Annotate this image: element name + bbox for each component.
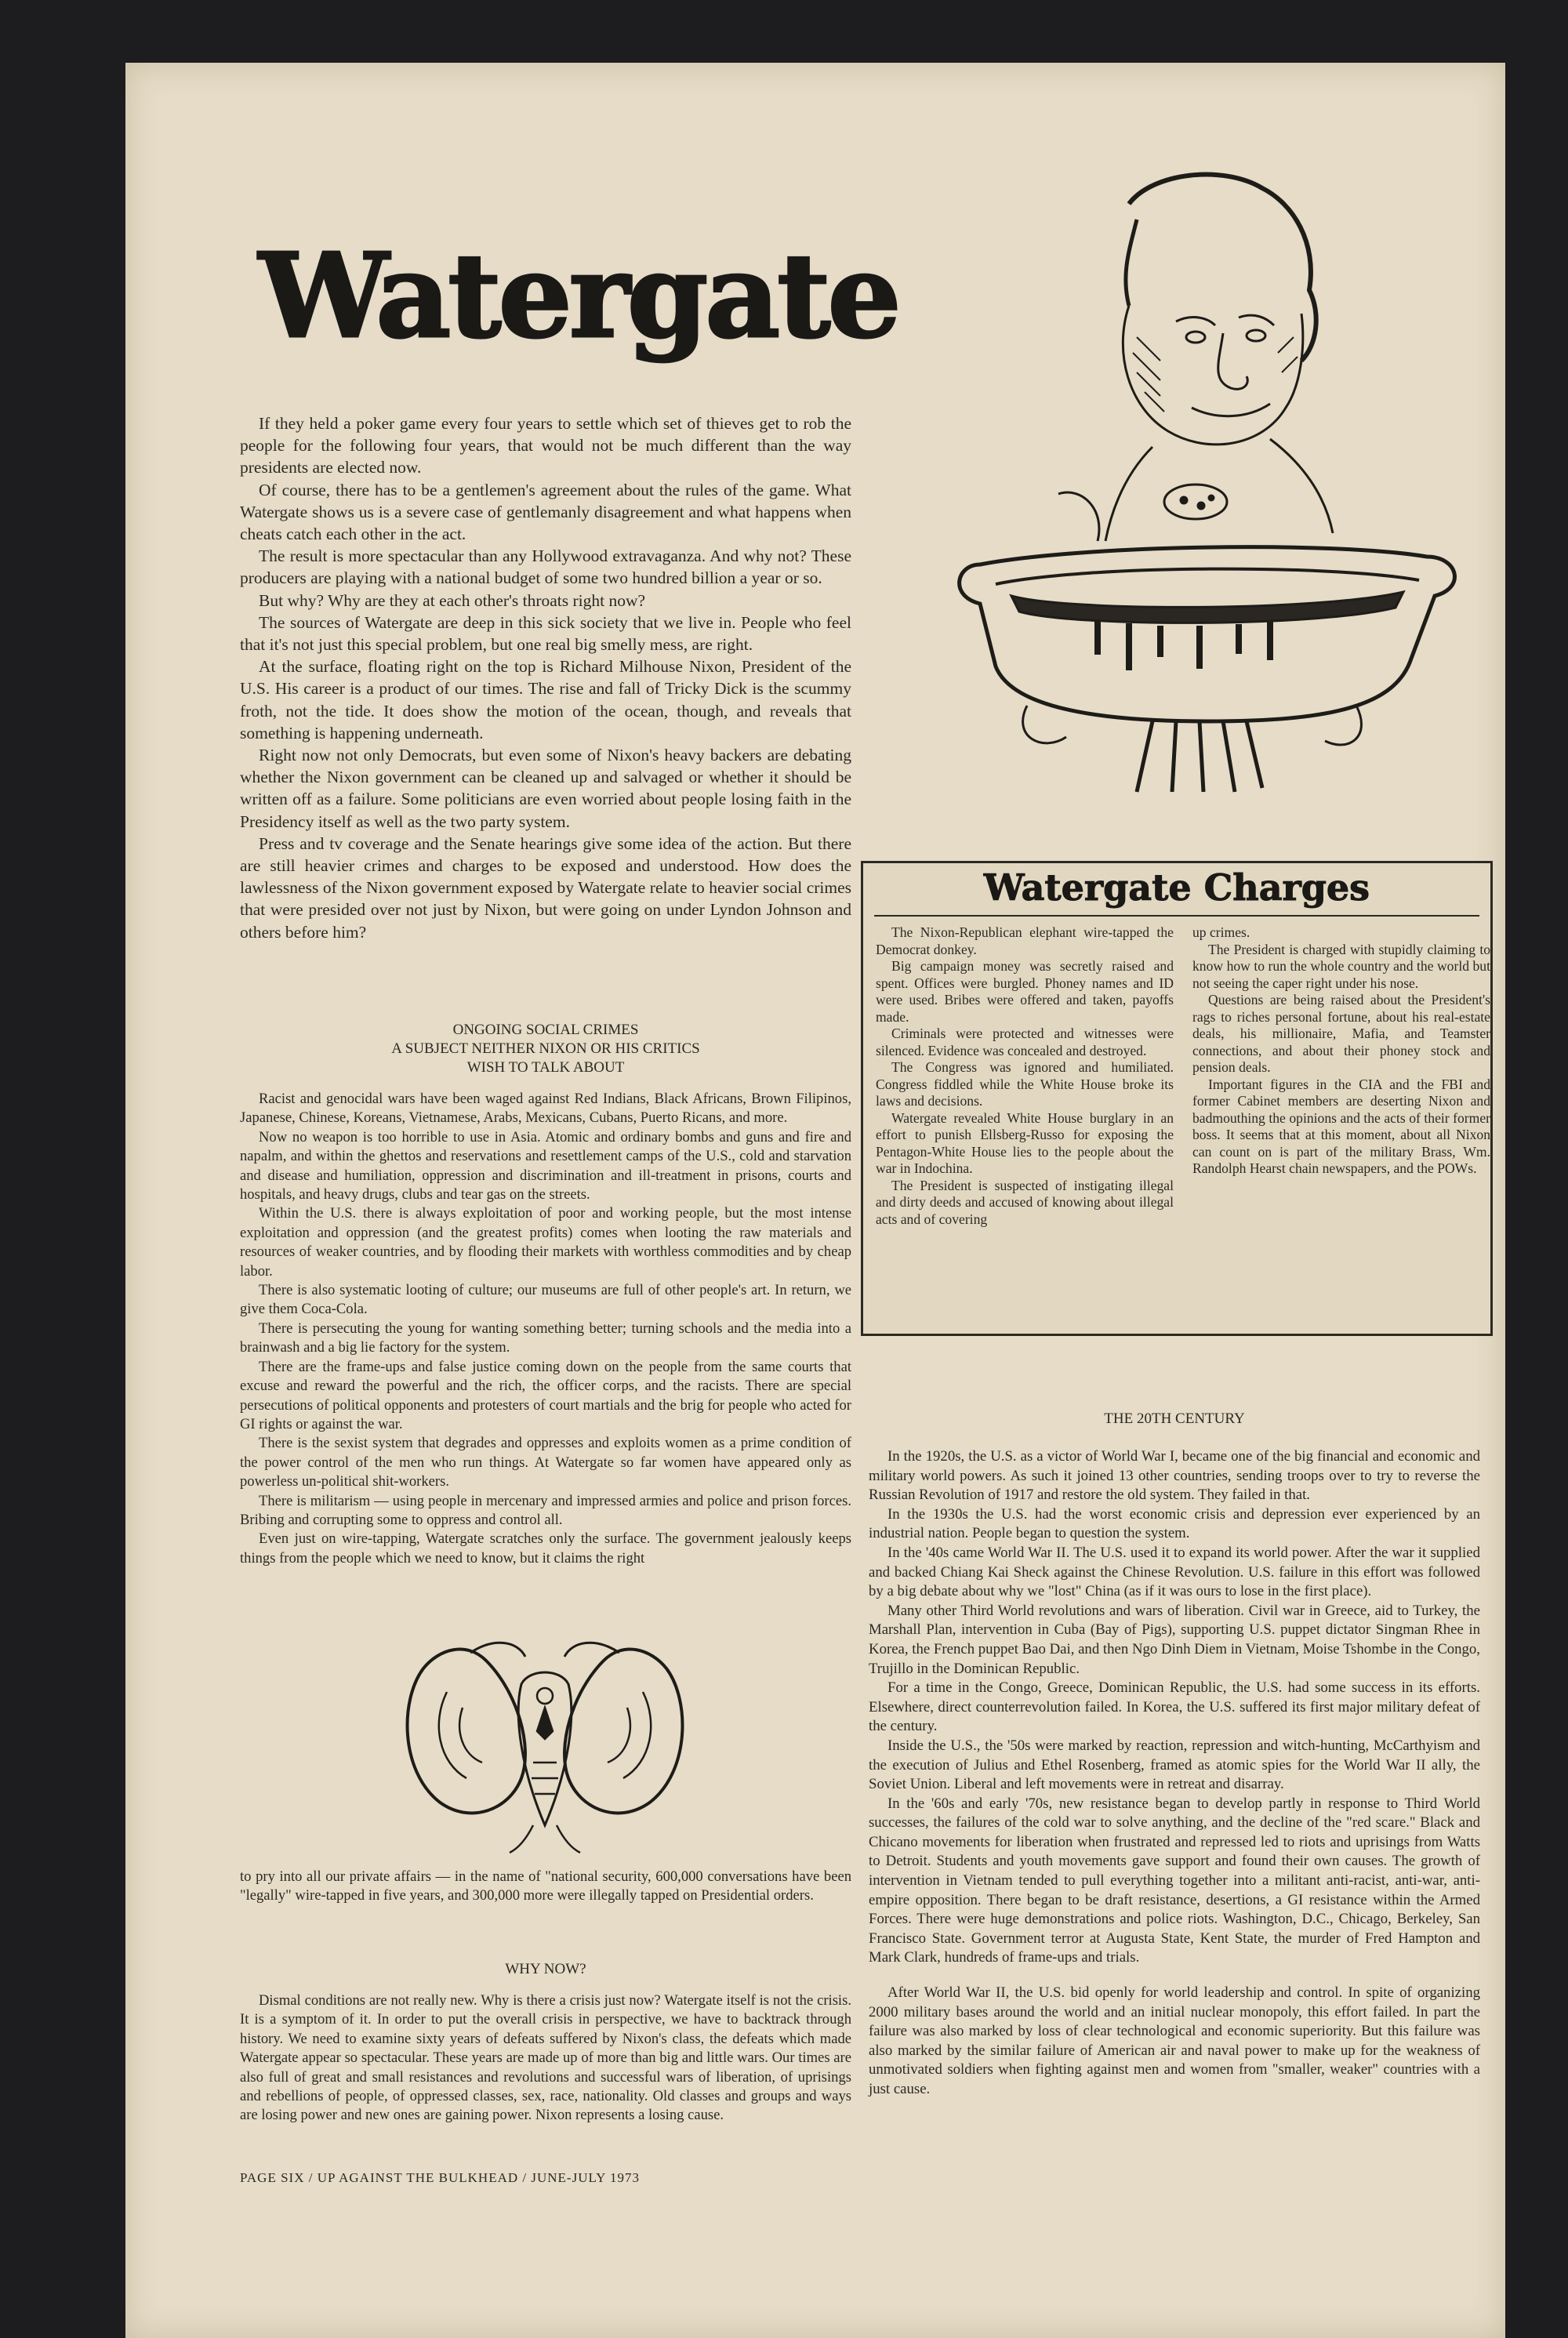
paragraph: Racist and genocidal wars have been waged against Red Indians, Black Africans, Brown Filipinos, Japanese, Chinese, Koreans, Vietnamese, Arabs, Mexicans, Cubans, Puerto Ricans, and more. bbox=[240, 1091, 851, 1127]
paragraph: Even just on wire-tapping, Watergate scratches only the surface. The government jealously keeps things from the people which we need to know, but it claims the right bbox=[240, 1530, 851, 1567]
section-why-now bbox=[240, 1949, 851, 2126]
paragraph: Criminals were protected and witnesses were silenced. Evidence was concealed and destroyed. bbox=[876, 1026, 1174, 1058]
charges-column-2 bbox=[1192, 924, 1490, 1178]
paragraph: There is the sexist system that degrades and oppresses and exploits women as a prime condition of the power control of the men who run things. At Watergate so far women have appeared only as powerless un-political shit-workers. bbox=[240, 1435, 851, 1490]
paragraph: In the 1920s, the U.S. as a victor of World War I, became one of the big financial and economic and military world powers. As such it joined 13 other countries, sending troops over to try to reverse the Russian Revolution of 1917 and restore the old system. They failed in that. bbox=[869, 1448, 1480, 1504]
paragraph: Dismal conditions are not really new. Why is there a crisis just now? Watergate itself is not the crisis. It is a symptom of it. In order to put the overall crisis in perspective, we have to backtrack through history. We need to examine sixty years of defeats suffered by Nixon's class, the defeats which made Watergate appear so spectacular. These years are made up of more than big and little wars. Our times are also full of great and small resistances and revolutions and successful wars of liberation, of uprisings and rebellions of people, of oppressed classes, sex, race, nationality. Old classes and groups and ways are losing power and new ones are gaining power. Nixon represents a losing cause. bbox=[240, 1992, 851, 2124]
section-social-crimes bbox=[240, 1010, 851, 1568]
paragraph: Right now not only Democrats, but even some of Nixon's heavy backers are debating whether the Nixon government can be cleaned up and salvaged or whether it should be written off as a failure. Some politicians are even worried about people losing faith in the Presidency itself as well as the two party system. bbox=[240, 746, 851, 831]
page-title: Watergate bbox=[259, 227, 898, 364]
article-intro bbox=[240, 412, 851, 943]
paragraph: At the surface, floating right on the top is Richard Milhouse Nixon, President of the U.S. His career is a product of our times. The rise and fall of Tricky Dick is the scummy froth, not the tide. It does show the motion of the ocean, though, and reveals that something is happening underneath. bbox=[240, 657, 851, 742]
paragraph: After World War II, the U.S. bid openly for world leadership and control. In spite of organizing 2000 military bases around the world and an initial nuclear monopoly, this effort failed. In part the failure was also marked by loss of clear technological and economic superiority. But this failure was also marked by the similar failure of American air and naval power to make up for the weakness of unmotivated soldiers when fighting against men and women from "smaller, weaker" countries with a just cause. bbox=[869, 1984, 1480, 2097]
paragraph: The President is charged with stupidly claiming to know how to run the whole country and the world but not seeing the caper right under his nose. bbox=[1192, 941, 1490, 991]
paragraph: The President is suspected of instigating illegal and dirty deeds and accused of knowing about illegal acts and of covering bbox=[876, 1177, 1174, 1227]
paragraph: Many other Third World revolutions and wars of liberation. Civil war in Greece, aid to Turkey, the Marshall Plan, intervention in Cuba (Bay of Pigs), supporting U.S. puppet dictator Singman Rhee in Korea, the French puppet Bao Dai, and then Ngo Dinh Diem in Vietnam, Moise Tshombe in the Congo, Trujillo in the Dominican Republic. bbox=[869, 1602, 1480, 1677]
paragraph: In the '40s came World War II. The U.S. used it to expand its world power. After the war it supplied and backed Chiang Kai Sheck against the Chinese Revolution. U.S. failure in this effort was followed by a big debate about why we "lost" China (as if it was ours to lose in the first place). bbox=[869, 1544, 1480, 1600]
paragraph: There are the frame-ups and false justice coming down on the people from the same courts that excuse and reward the powerful and the rich, the officer corps, and the racists. There are special persecutions of political opponents and protesters of court martials and the brig for people who acted for GI rights or against the war. bbox=[240, 1358, 851, 1432]
paragraph: Now no weapon is too horrible to use in Asia. Atomic and ordinary bombs and guns and fire and napalm, and within the ghettos and reservations and resettlement camps of the U.S., cold and starvation and disease and humiliation, oppression and discrimination and ill-treatment in prisons, courts and hospitals, and heavy drugs, clubs and tear gas on the streets. bbox=[240, 1128, 851, 1203]
paragraph: In the 1930s the U.S. had the worst economic crisis and depression ever experienced by an industrial nation. People began to question the system. bbox=[869, 1505, 1480, 1542]
paragraph: Big campaign money was secretly raised and spent. Offices were burgled. Phoney names and ID were used. Bribes were offered and taken, payoffs made. bbox=[876, 958, 1174, 1025]
paragraph: The sources of Watergate are deep in this sick society that we live in. People who feel that it's not just this special problem, but one real big smelly mess, are right. bbox=[240, 612, 851, 655]
paragraph: The result is more spectacular than any Hollywood extravaganza. And why not? These producers are playing with a national budget of some two hundred billion a year or so. bbox=[240, 546, 851, 588]
section-heading: ONGOING SOCIAL CRIMES A SUBJECT NEITHER NIXON OR HIS CRITICS WISH TO TALK ABOUT bbox=[391, 1022, 700, 1076]
section-20th-century bbox=[869, 1410, 1480, 2100]
paragraph: Watergate revealed White House burglary in an effort to punish Ellsberg-Russo for exposing the Pentagon-White House lies to the people about the war in Indochina. bbox=[876, 1109, 1174, 1176]
paragraph: Within the U.S. there is always exploitation of poor and working people, but the most intense exploitation and oppression (and the greatest profits) comes when looting the raw materials and resources of weaker countries, and by flooding their markets with worthless commodities and by cheap labor. bbox=[240, 1205, 851, 1280]
paragraph: But why? Why are they at each other's throats right now? bbox=[259, 590, 646, 610]
divider bbox=[874, 915, 1479, 917]
paragraph: Of course, there has to be a gentlemen's agreement about the rules of the game. What Watergate shows us is a severe case of gentlemanly disagreement and what happens when cheats catch each other in the act. bbox=[240, 480, 851, 544]
paragraph: The Congress was ignored and humiliated. Congress fiddled while the White House broke its laws and decisions. bbox=[876, 1059, 1174, 1109]
paragraph: to pry into all our private affairs — in the name of "national security, 600,000 conversations have been "legally" wire-tapped in five years, and 300,000 more were illegally tapped on Presidential orders. bbox=[240, 1868, 851, 1904]
paragraph: For a time in the Congo, Greece, Dominican Republic, the U.S. had some success in its efforts. Elsewhere, direct counterrevolution failed. In Korea, the U.S. suffered its first major military defeat of the century. bbox=[869, 1679, 1480, 1735]
paragraph: There is persecuting the young for wanting something better; turning schools and the media into a brainwash and a big lie factory for the system. bbox=[240, 1320, 851, 1356]
paragraph: Inside the U.S., the '50s were marked by reaction, repression and witch-hunting, McCarthyism and the execution of Julius and Ethel Rosenberg, framed as atomic spies for the World War II ally, the Soviet Union. Liberal and left movements were in retreat and disarray. bbox=[869, 1737, 1480, 1793]
paragraph: The Nixon-Republican elephant wire-tapped the Democrat donkey. bbox=[876, 924, 1174, 957]
paragraph: Important figures in the CIA and the FBI and former Cabinet members are deserting Nixon and badmouthing the opinions and the acts of their former boss. It seems that at this moment, about all Nixon can count on is part of the military Brass, Wm. Randolph Hearst chain newspapers, and the POWs. bbox=[1192, 1076, 1490, 1176]
section-heading: WHY NOW? bbox=[505, 1961, 586, 1977]
charges-column-1 bbox=[876, 924, 1174, 1228]
paragraph-wiretap bbox=[240, 1868, 851, 1906]
nixon-bathtub-illustration bbox=[894, 157, 1505, 808]
box-title: Watergate Charges bbox=[983, 866, 1370, 909]
paragraph: There is also systematic looting of culture; our museums are full of other people's art. In return, we give them Coca-Cola. bbox=[240, 1282, 851, 1318]
section-heading: THE 20TH CENTURY bbox=[1104, 1410, 1245, 1427]
watergate-charges-box bbox=[861, 861, 1493, 1336]
eagle-ears-illustration bbox=[392, 1621, 698, 1857]
paragraph: up crimes. bbox=[1192, 924, 1250, 940]
paragraph: Questions are being raised about the President's rags to riches personal fortune, about his real-estate deals, his millionaire, Mafia, and Teamster connections, and about their phoney stock and pension deals. bbox=[1192, 992, 1490, 1075]
paragraph: Press and tv coverage and the Senate hearings give some idea of the action. But there are still heavier crimes and charges to be exposed and understood. How does the lawlessness of the Nixon government exposed by Watergate relate to heavier social crimes that were presided over not just by Nixon, but were going on under Lyndon Johnson and others before him? bbox=[240, 833, 851, 942]
page-footer: PAGE SIX / UP AGAINST THE BULKHEAD / JUNE-JULY 1973 bbox=[240, 2170, 641, 2185]
paragraph: There is militarism — using people in mercenary and impressed armies and police and prison forces. Bribing and corrupting some to oppress and control all. bbox=[240, 1492, 851, 1528]
paragraph: In the '60s and early '70s, new resistance began to develop partly in response to Third World successes, the failures of the cold war to solve anything, and the decline of the "red scare." Black and Chicano movements for liberation when frustrated and repressed led to riots and uprisings from Watts to Detroit. Students and youth movements gave support and found their own causes. The growth of intervention in Vietnam tended to pull everything together into a militant anti-racist, anti-war, anti-empire opposition. There began to be draft resistance, desertions, a GI resistance within the Armed Forces. There were huge demonstrations and police riots. Washington, D.C., Chicago, Berkeley, San Francisco State. Government terror at Augusta State, Kent State, the murder of Fred Hampton and Mark Clark, hundreds of frame-ups and trials. bbox=[869, 1795, 1480, 1966]
paragraph: If they held a poker game every four years to settle which set of thieves get to rob the people for the following four years, that would not be much different than the way presidents are elected now. bbox=[240, 414, 851, 477]
